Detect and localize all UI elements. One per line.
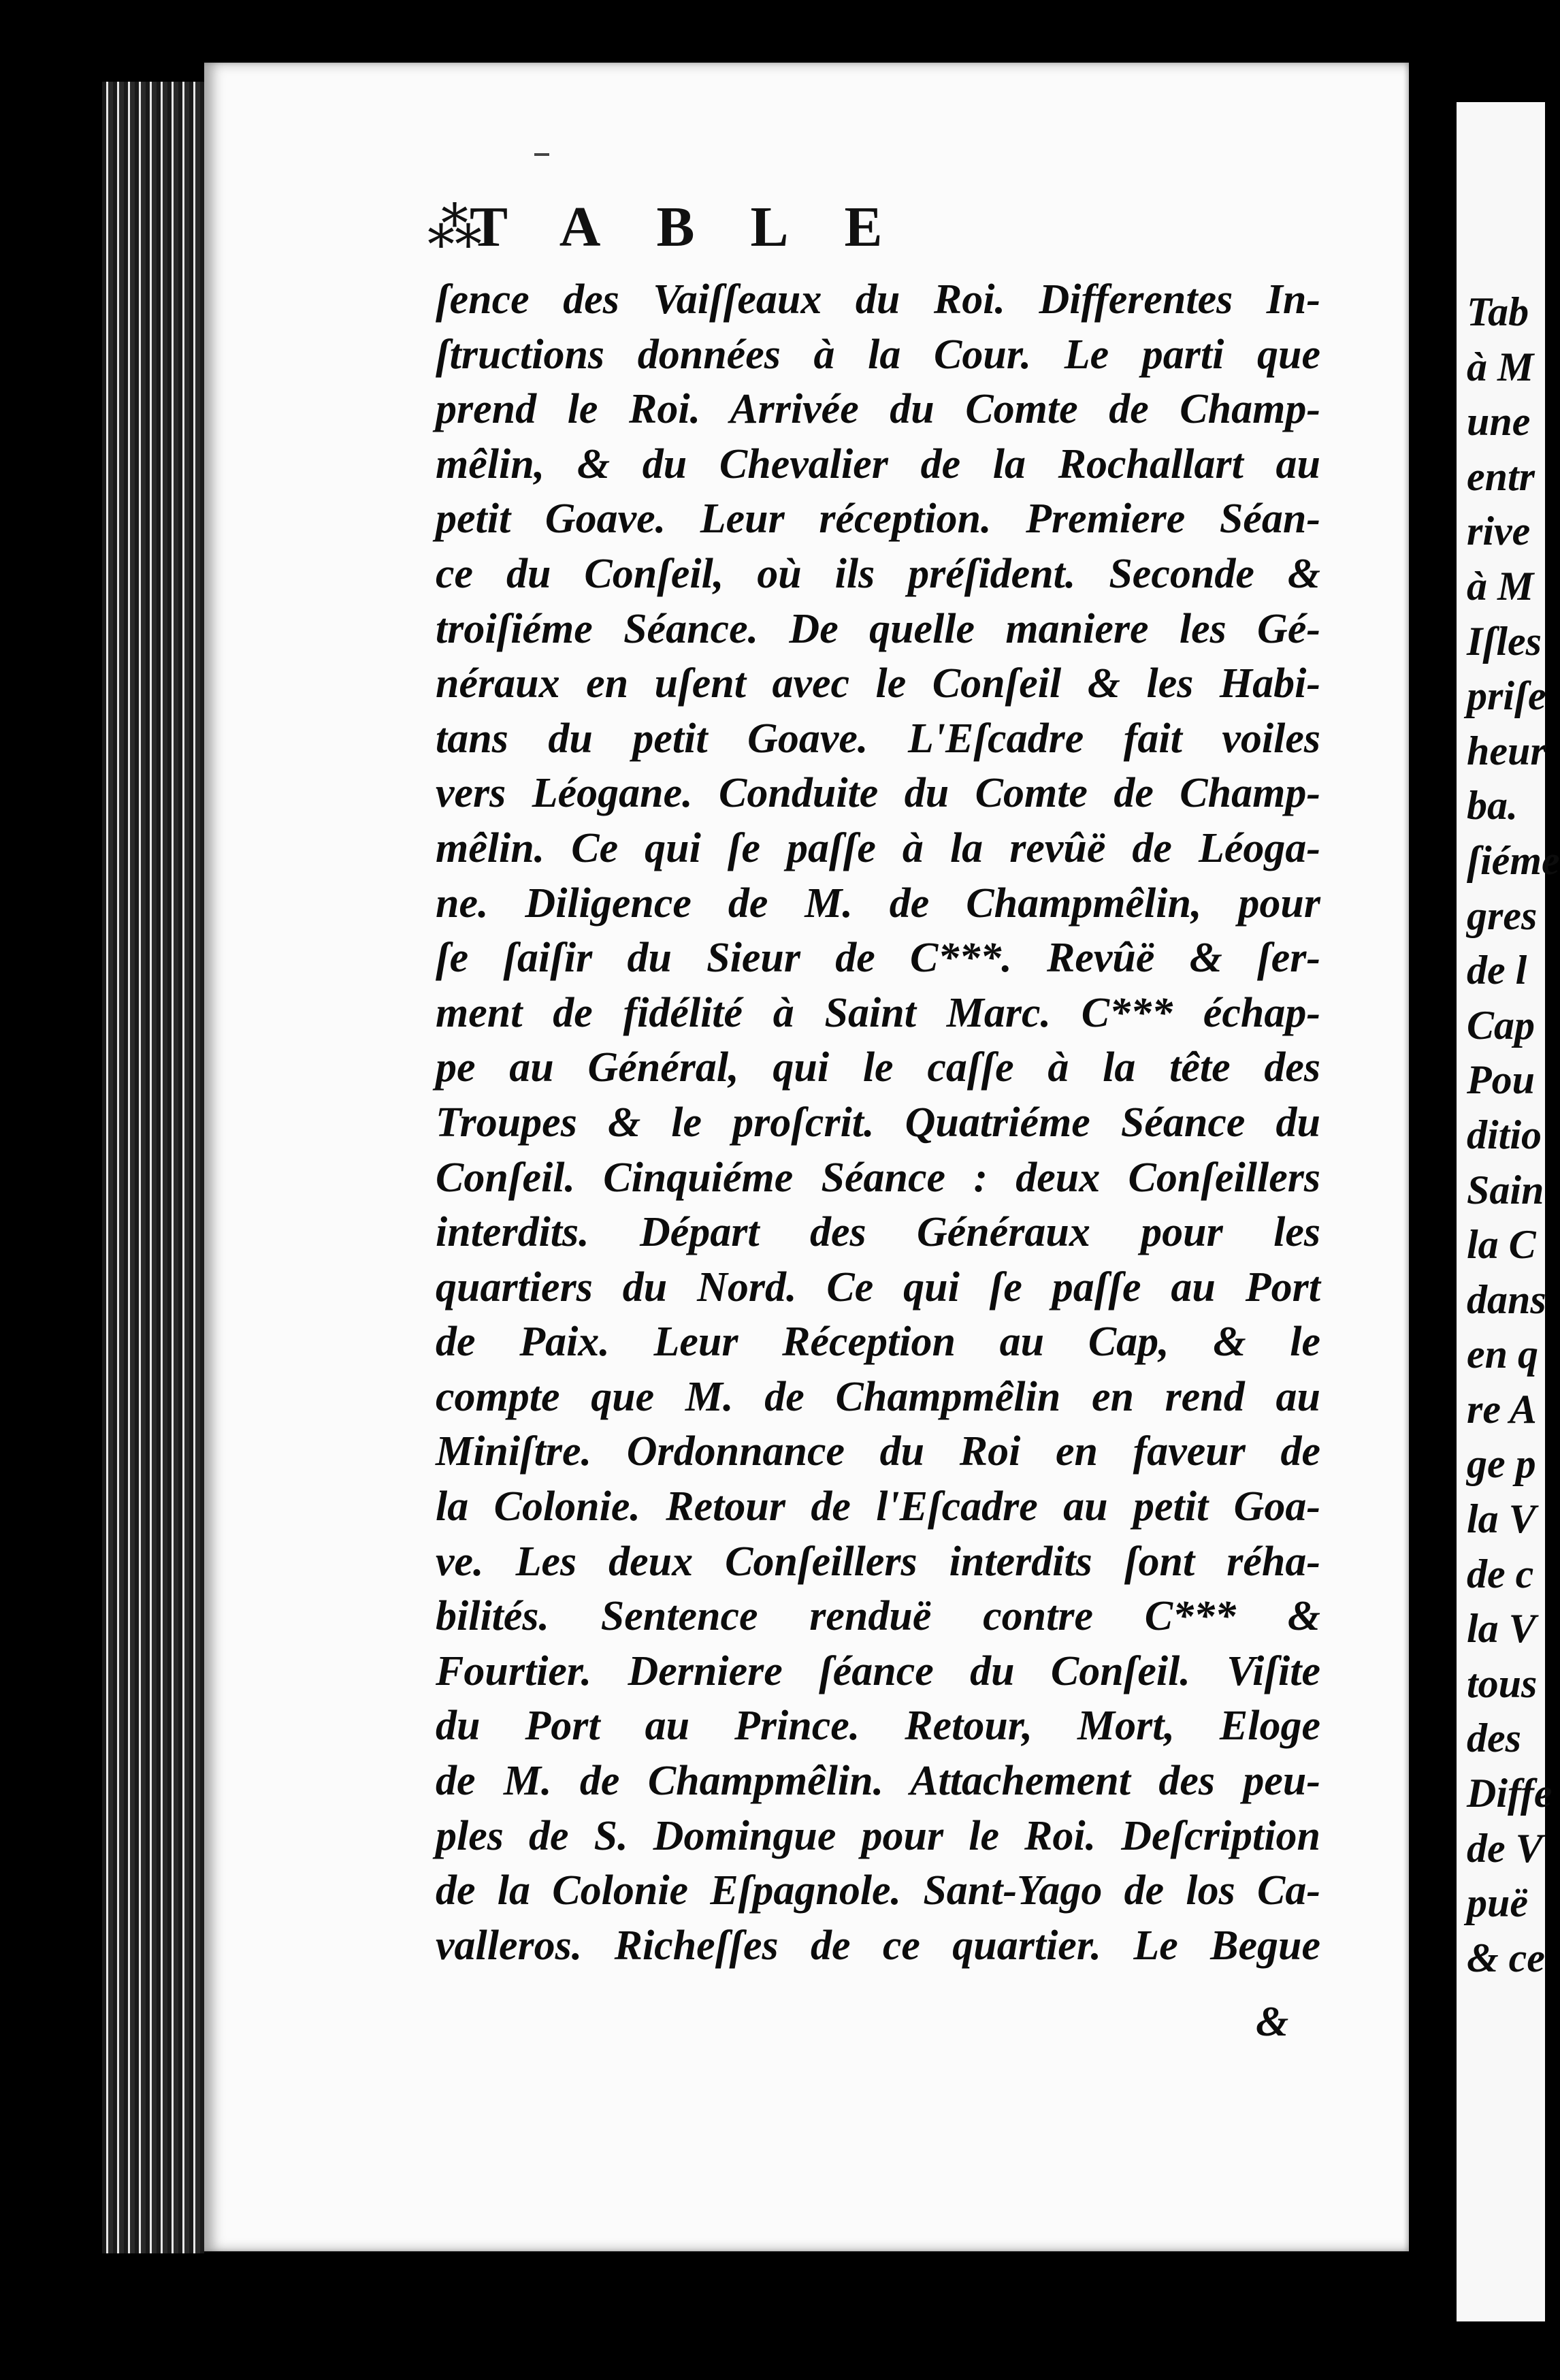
facing-page-line: Sain [1467, 1167, 1544, 1212]
text-line: ſence des Vaiſſeaux du Roi. Differentes In- [436, 276, 1320, 323]
facing-page-line: à M [1467, 563, 1534, 609]
facing-page-line: de l [1467, 948, 1527, 993]
text-line: valleros. Richeſſes de ce quartier. Le Begue [436, 1922, 1320, 1969]
text-line: interdits. Départ des Généraux pour les [436, 1209, 1320, 1256]
facing-page-line: en q [1467, 1332, 1538, 1377]
text-line: ples de S. Domingue pour le Roi. Deſcription [436, 1812, 1320, 1859]
text-line: tans du petit Goave. L'Eſcadre fait voiles [436, 715, 1320, 762]
text-line: Fourtier. Derniere ſéance du Conſeil. Viſite [436, 1647, 1320, 1694]
facing-page-line: entr [1467, 453, 1535, 499]
facing-page-line: puë [1467, 1880, 1528, 1926]
book-edge [102, 82, 204, 2253]
text-line: vers Léogane. Conduite du Comte de Champ- [436, 770, 1320, 817]
facing-page-line: des [1467, 1716, 1521, 1761]
facing-page-line: & ce [1467, 1935, 1545, 1980]
text-line: néraux en uſent avec le Conſeil & les Habi- [436, 660, 1320, 707]
text-line: ce du Conſeil, où ils préſident. Seconde & [436, 550, 1320, 597]
facing-page-line: à M [1467, 344, 1534, 389]
text-line: de Paix. Leur Réception au Cap, & le [436, 1319, 1320, 1366]
facing-page-line: Diffe [1467, 1771, 1553, 1816]
facing-page-line: Pou [1467, 1057, 1535, 1103]
facing-page-text [1467, 285, 1560, 1985]
text-line: la Colonie. Retour de l'Eſcadre au petit Goa- [436, 1483, 1320, 1530]
facing-page-line: de V [1467, 1825, 1543, 1871]
facing-page-line: la C [1467, 1222, 1536, 1268]
table-of-contents-text [436, 272, 1320, 1973]
catchword: & [1256, 1999, 1289, 2045]
text-line: ſe ſaiſir du Sieur de C***. Revûë & ſer- [436, 935, 1320, 982]
facing-page-line: ba. [1467, 783, 1518, 829]
running-head-title: TABLE [470, 195, 939, 259]
text-line: troiſiéme Séance. De quelle maniere les Gé- [436, 605, 1320, 652]
facing-page-line: tous [1467, 1660, 1538, 1706]
facing-page-line: la V [1467, 1606, 1536, 1652]
facing-page-line: de c [1467, 1551, 1534, 1596]
text-line: de M. de Champmêlin. Attachement des peu- [436, 1758, 1320, 1805]
text-line: ſtructions données à la Cour. Le parti que [436, 331, 1320, 378]
text-line: du Port au Prince. Retour, Mort, Eloge [436, 1703, 1320, 1750]
facing-page-line: une [1467, 399, 1531, 445]
text-line: mêlin. Ce qui ſe paſſe à la revûë de Léoga- [436, 824, 1320, 871]
text-line: Troupes & le proſcrit. Quatriéme Séance du [436, 1099, 1320, 1146]
text-line: bilités. Sentence renduë contre C*** & [436, 1593, 1320, 1640]
header-mark: ⁂ [427, 199, 482, 259]
text-line: pe au Général, qui le caſſe à la tête des [436, 1044, 1320, 1091]
text-line: de la Colonie Eſpagnole. Sant-Yago de los Ca- [436, 1867, 1320, 1914]
facing-page-line: re A [1467, 1386, 1537, 1432]
text-line: petit Goave. Leur réception. Premiere Séan- [436, 496, 1320, 543]
text-line: compte que M. de Champmêlin en rend au [436, 1373, 1320, 1420]
facing-page-line: Iſles [1467, 618, 1542, 664]
facing-page-line: heur [1467, 728, 1546, 773]
text-line: ne. Diligence de M. de Champmêlin, pour [436, 880, 1320, 927]
text-line: mêlin, & du Chevalier de la Rochallart au [436, 440, 1320, 487]
text-line: Miniſtre. Ordonnance du Roi en faveur de [436, 1428, 1320, 1475]
facing-page-line: dans [1467, 1276, 1546, 1322]
facing-page-line: ditio [1467, 1112, 1542, 1157]
facing-page-line: priſe [1467, 673, 1546, 719]
text-line: prend le Roi. Arrivée du Comte de Champ- [436, 386, 1320, 433]
text-line: ment de fidélité à Saint Marc. C*** échap- [436, 989, 1320, 1036]
text-line: Conſeil. Cinquiéme Séance : deux Conſeillers [436, 1154, 1320, 1201]
page-mark [534, 153, 549, 156]
facing-page-line: la V [1467, 1496, 1536, 1542]
facing-page-line: gres [1467, 892, 1538, 938]
text-line: quartiers du Nord. Ce qui ſe paſſe au Port [436, 1264, 1320, 1310]
facing-page-line: Tab [1467, 289, 1529, 334]
facing-page-line: Cap [1467, 1002, 1535, 1048]
facing-page-line: ge p [1467, 1441, 1536, 1487]
facing-page-line: ſiéme [1467, 837, 1560, 883]
text-line: ve. Les deux Conſeillers interdits ſont réha- [436, 1538, 1320, 1585]
facing-page-line: rive [1467, 509, 1531, 554]
